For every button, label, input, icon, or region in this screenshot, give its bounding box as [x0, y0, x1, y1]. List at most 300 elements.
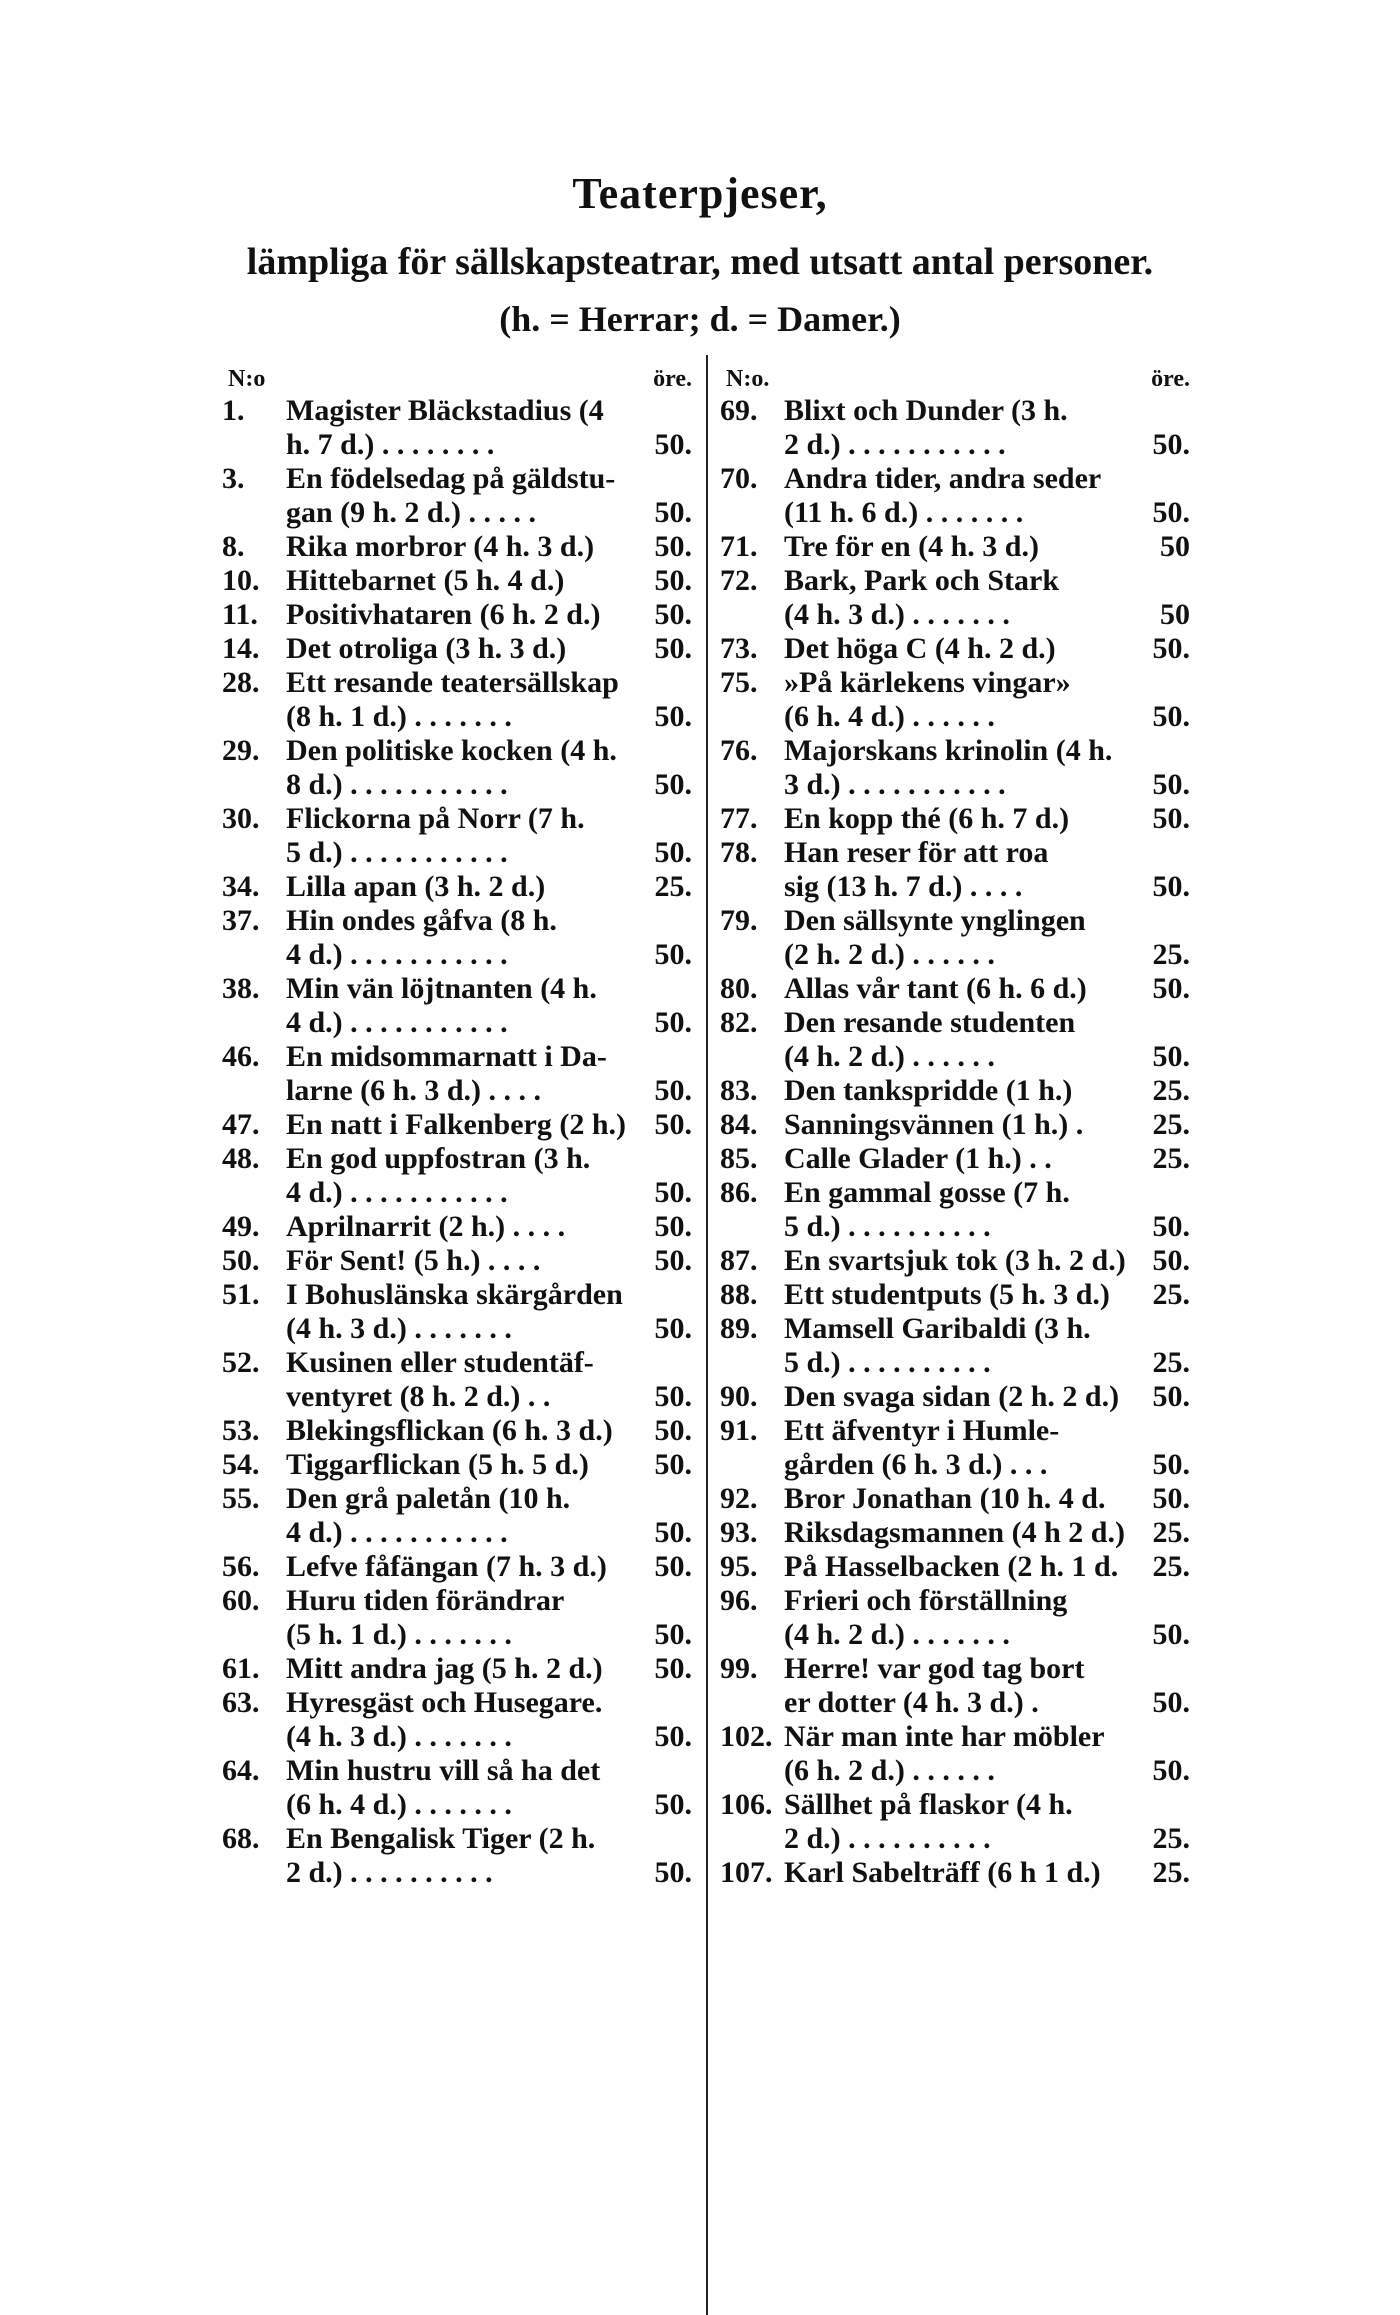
entry-title-text: Den grå paletån (10 h. — [286, 1482, 571, 1515]
entry-price: 50. — [649, 1720, 693, 1754]
entry-number: 85. — [720, 1142, 758, 1175]
catalog-entry — [720, 1652, 1190, 1720]
entry-line — [222, 904, 692, 938]
entry-number: 60. — [222, 1584, 260, 1617]
entry-title-text: Tiggarflickan (5 h. 5 d.) — [286, 1448, 589, 1481]
entry-price: 50. — [649, 1652, 693, 1686]
catalog-entry — [222, 1482, 692, 1550]
entry-line — [720, 428, 1190, 462]
catalog-entry — [222, 632, 692, 666]
column-divider — [706, 355, 708, 2315]
entry-number: 93. — [720, 1516, 758, 1549]
catalog-entry — [720, 1312, 1190, 1380]
entry-title-text: (4 h. 3 d.) . . . . . . . — [286, 1720, 512, 1753]
entry-number: 78. — [720, 836, 758, 869]
entry-number: 8. — [222, 530, 245, 563]
entry-price: 50. — [649, 1856, 693, 1890]
entry-line — [222, 1482, 692, 1516]
entry-line — [222, 1346, 692, 1380]
catalog-entry — [222, 394, 692, 462]
entry-title-text: Sanningsvännen (1 h.) . — [784, 1108, 1084, 1141]
entry-title-text: Positivhataren (6 h. 2 d.) — [286, 598, 601, 631]
entry-title-text: Min vän löjtnanten (4 h. — [286, 972, 597, 1005]
catalog-entry — [222, 666, 692, 734]
entry-title-text: Ett äfventyr i Humle- — [784, 1414, 1060, 1447]
entry-line — [222, 1142, 692, 1176]
entry-price: 50. — [649, 1550, 693, 1584]
entry-line — [720, 1040, 1190, 1074]
entry-line — [720, 1346, 1190, 1380]
entry-title-text: Flickorna på Norr (7 h. — [286, 802, 585, 835]
entry-price: 50. — [1147, 802, 1191, 836]
catalog-entries — [222, 394, 692, 1890]
entry-number: 46. — [222, 1040, 260, 1073]
entry-line — [222, 1414, 692, 1448]
entry-line — [720, 1720, 1190, 1754]
entry-title-text: 5 d.) . . . . . . . . . . — [784, 1346, 991, 1379]
entry-line — [720, 1584, 1190, 1618]
entry-title-text: Calle Glader (1 h.) . . — [784, 1142, 1052, 1175]
entry-line — [222, 1006, 692, 1040]
column-header — [222, 360, 692, 394]
entry-line — [222, 1720, 692, 1754]
entry-line — [222, 1550, 692, 1584]
entry-title-text: Den tankspridde (1 h.) — [784, 1074, 1073, 1107]
catalog-entry — [222, 462, 692, 530]
number-header: N:o — [228, 366, 266, 392]
entry-title-text: 8 d.) . . . . . . . . . . . — [286, 768, 508, 801]
entry-line — [720, 1006, 1190, 1040]
page-title: Teaterpjeser, — [572, 169, 828, 218]
entry-title-text: Huru tiden förändrar — [286, 1584, 565, 1617]
entry-line — [720, 1244, 1190, 1278]
entry-title-text: (4 h. 2 d.) . . . . . . — [784, 1040, 995, 1073]
price-header: öre. — [653, 366, 692, 392]
catalog-entry — [222, 1210, 692, 1244]
entry-price: 50. — [649, 836, 693, 870]
entry-price: 50. — [649, 1788, 693, 1822]
entry-price: 50. — [1147, 1380, 1191, 1414]
entry-line — [720, 1822, 1190, 1856]
entry-price: 50. — [1147, 768, 1191, 802]
catalog-entry — [720, 564, 1190, 632]
entry-title-text: 4 d.) . . . . . . . . . . . — [286, 938, 508, 971]
entry-price: 25. — [1147, 1142, 1191, 1176]
entry-price: 50 — [1154, 530, 1190, 564]
catalog-entry — [222, 1754, 692, 1822]
entry-title-text: (6 h. 4 d.) . . . . . . . — [286, 1788, 512, 1821]
catalog-entry — [222, 1584, 692, 1652]
price-header: öre. — [1151, 366, 1190, 392]
entry-number: 88. — [720, 1278, 758, 1311]
entry-price: 50. — [1147, 1482, 1191, 1516]
entry-number: 38. — [222, 972, 260, 1005]
entry-number: 96. — [720, 1584, 758, 1617]
entry-number: 48. — [222, 1142, 260, 1175]
entry-price: 25. — [1147, 1516, 1191, 1550]
catalog-entry — [222, 1822, 692, 1890]
entry-title-text: Mitt andra jag (5 h. 2 d.) — [286, 1652, 603, 1685]
entry-line — [720, 734, 1190, 768]
entry-title-text: Frieri och förställning — [784, 1584, 1068, 1617]
entry-title-text: (4 h. 3 d.) . . . . . . . — [286, 1312, 512, 1345]
entry-number: 54. — [222, 1448, 260, 1481]
number-header: N:o. — [726, 366, 770, 392]
entry-title-text: Mamsell Garibaldi (3 h. — [784, 1312, 1091, 1345]
entry-line — [720, 802, 1190, 836]
entry-title-text: Majorskans krinolin (4 h. — [784, 734, 1113, 767]
catalog-entry — [720, 802, 1190, 836]
entry-line — [222, 1788, 692, 1822]
page-subtitle: lämpliga för sällskapsteatrar, med utsatt antal personer. — [246, 241, 1154, 283]
entry-price: 25. — [1147, 938, 1191, 972]
catalog-entries — [720, 394, 1190, 1890]
entry-price: 50. — [1147, 1754, 1191, 1788]
entry-line — [720, 1210, 1190, 1244]
entry-line — [720, 1448, 1190, 1482]
entry-line — [222, 1244, 692, 1278]
entry-number: 37. — [222, 904, 260, 937]
entry-title-text: »På kärlekens vingar» — [784, 666, 1071, 699]
catalog-entry — [720, 1414, 1190, 1482]
catalog-entry — [222, 972, 692, 1040]
entry-line — [720, 564, 1190, 598]
entry-number: 79. — [720, 904, 758, 937]
catalog-entry — [222, 1108, 692, 1142]
entry-title-text: Tre för en (4 h. 3 d.) — [784, 530, 1039, 563]
entry-number: 70. — [720, 462, 758, 495]
entry-title-text: larne (6 h. 3 d.) . . . . — [286, 1074, 541, 1107]
entry-title-text: Blixt och Dunder (3 h. — [784, 394, 1068, 427]
entry-title-text: En gammal gosse (7 h. — [784, 1176, 1070, 1209]
entry-title-text: Det otroliga (3 h. 3 d.) — [286, 632, 567, 665]
entry-line — [222, 870, 692, 904]
entry-number: 68. — [222, 1822, 260, 1855]
entry-title-text: 2 d.) . . . . . . . . . . — [784, 1822, 991, 1855]
catalog-entry — [720, 1074, 1190, 1108]
entry-line — [222, 1856, 692, 1890]
entry-number: 69. — [720, 394, 758, 427]
entry-line — [720, 1312, 1190, 1346]
catalog-entry — [720, 1584, 1190, 1652]
entry-title-text: ventyret (8 h. 2 d.) . . — [286, 1380, 551, 1413]
entry-price: 50. — [649, 1448, 693, 1482]
entry-line — [222, 666, 692, 700]
entry-line — [720, 1108, 1190, 1142]
entry-title-text: Den resande studenten — [784, 1006, 1076, 1039]
entry-price: 50. — [1147, 1686, 1191, 1720]
catalog-entry — [720, 836, 1190, 904]
entry-line — [222, 1108, 692, 1142]
entry-title-text: Han reser för att roa — [784, 836, 1049, 869]
entry-price: 50 — [1154, 598, 1190, 632]
entry-title-text: Bror Jonathan (10 h. 4 d. — [784, 1482, 1106, 1515]
entry-line — [222, 938, 692, 972]
entry-price: 50. — [1147, 1244, 1191, 1278]
entry-price: 50. — [1147, 1210, 1191, 1244]
entry-price: 50. — [649, 1108, 693, 1142]
entry-number: 30. — [222, 802, 260, 835]
entry-price: 25. — [1147, 1108, 1191, 1142]
entry-title-text: 5 d.) . . . . . . . . . . — [784, 1210, 991, 1243]
entry-number: 71. — [720, 530, 758, 563]
entry-line — [222, 700, 692, 734]
entry-price: 50. — [649, 768, 693, 802]
entry-price: 50. — [649, 1618, 693, 1652]
entry-line — [720, 1618, 1190, 1652]
catalog-entry — [720, 666, 1190, 734]
entry-line — [720, 1516, 1190, 1550]
entry-title-text: Allas vår tant (6 h. 6 d.) — [784, 972, 1087, 1005]
entry-title-text: Rika morbror (4 h. 3 d.) — [286, 530, 595, 563]
entry-price: 50. — [1147, 428, 1191, 462]
entry-title-text: En födelsedag på gäldstu- — [286, 462, 616, 495]
catalog-entry — [720, 1516, 1190, 1550]
entry-number: 99. — [720, 1652, 758, 1685]
entry-title-text: er dotter (4 h. 3 d.) . — [784, 1686, 1039, 1719]
entry-title-text: h. 7 d.) . . . . . . . . — [286, 428, 495, 461]
entry-line — [222, 1448, 692, 1482]
entry-number: 51. — [222, 1278, 260, 1311]
catalog-entry — [222, 1040, 692, 1108]
catalog-entry — [222, 802, 692, 870]
entry-number: 95. — [720, 1550, 758, 1583]
entry-number: 55. — [222, 1482, 260, 1515]
entry-price: 50. — [1147, 1448, 1191, 1482]
catalog-entry — [720, 1550, 1190, 1584]
entry-number: 11. — [222, 598, 258, 631]
entry-line — [720, 632, 1190, 666]
entry-line — [222, 462, 692, 496]
entry-line — [222, 598, 692, 632]
entry-line — [720, 530, 1190, 564]
entry-number: 87. — [720, 1244, 758, 1277]
entry-number: 84. — [720, 1108, 758, 1141]
entry-line — [222, 1176, 692, 1210]
entry-title-text: (2 h. 2 d.) . . . . . . — [784, 938, 995, 971]
entry-line — [720, 1176, 1190, 1210]
entry-number: 106. — [720, 1788, 773, 1821]
entry-line — [720, 972, 1190, 1006]
catalog-entry — [720, 394, 1190, 462]
entry-line — [720, 1686, 1190, 1720]
entry-number: 10. — [222, 564, 260, 597]
entry-price: 50. — [1147, 632, 1191, 666]
entry-line — [222, 1584, 692, 1618]
entry-number: 91. — [720, 1414, 758, 1447]
entry-title-text: Den sällsynte ynglingen — [784, 904, 1086, 937]
catalog-entry — [720, 530, 1190, 564]
entry-line — [720, 1278, 1190, 1312]
entry-line — [222, 972, 692, 1006]
entry-title-text: 4 d.) . . . . . . . . . . . — [286, 1176, 508, 1209]
entry-title-text: På Hasselbacken (2 h. 1 d. — [784, 1550, 1119, 1583]
catalog-entry — [720, 1142, 1190, 1176]
entry-line — [720, 904, 1190, 938]
entry-number: 76. — [720, 734, 758, 767]
catalog-entry — [720, 1856, 1190, 1890]
entry-title-text: Andra tider, andra seder — [784, 462, 1102, 495]
entry-line — [222, 496, 692, 530]
catalog-entry — [720, 1244, 1190, 1278]
entry-number: 53. — [222, 1414, 260, 1447]
entry-price: 50. — [649, 428, 693, 462]
entry-price: 50. — [649, 632, 693, 666]
entry-line — [720, 1788, 1190, 1822]
entry-price: 50. — [1147, 1040, 1191, 1074]
entry-price: 50. — [649, 1074, 693, 1108]
catalog-column-left — [222, 360, 692, 1890]
column-header — [720, 360, 1190, 394]
entry-line — [720, 496, 1190, 530]
entry-title-text: Lilla apan (3 h. 2 d.) — [286, 870, 546, 903]
entry-number: 56. — [222, 1550, 260, 1583]
entry-line — [222, 1516, 692, 1550]
entry-line — [222, 564, 692, 598]
entry-line — [222, 428, 692, 462]
entry-title-text: 2 d.) . . . . . . . . . . — [286, 1856, 493, 1889]
entry-number: 64. — [222, 1754, 260, 1787]
entry-price: 50. — [649, 1516, 693, 1550]
entry-title-text: (4 h. 3 d.) . . . . . . . — [784, 598, 1010, 631]
entry-title-text: Lefve fåfängan (7 h. 3 d.) — [286, 1550, 607, 1583]
entry-number: 89. — [720, 1312, 758, 1345]
entry-line — [720, 666, 1190, 700]
catalog-entry — [720, 1108, 1190, 1142]
catalog-entry — [720, 734, 1190, 802]
entry-line — [222, 394, 692, 428]
entry-title-text: Sällhet på flaskor (4 h. — [784, 1788, 1073, 1821]
entry-line — [222, 1210, 692, 1244]
entry-number: 63. — [222, 1686, 260, 1719]
entry-title-text: (5 h. 1 d.) . . . . . . . — [286, 1618, 512, 1651]
entry-line — [720, 1550, 1190, 1584]
entry-number: 107. — [720, 1856, 773, 1889]
catalog-entry — [222, 1414, 692, 1448]
entry-title-text: För Sent! (5 h.) . . . . — [286, 1244, 541, 1277]
entry-title-text: 3 d.) . . . . . . . . . . . — [784, 768, 1006, 801]
entry-price: 50. — [649, 1414, 693, 1448]
catalog-entry — [222, 564, 692, 598]
entry-line — [720, 1652, 1190, 1686]
entry-title-text: gården (6 h. 3 d.) . . . — [784, 1448, 1048, 1481]
entry-title-text: När man inte har möbler — [784, 1720, 1105, 1753]
entry-title-text: Hittebarnet (5 h. 4 d.) — [286, 564, 565, 597]
entry-title-text: Riksdagsmannen (4 h 2 d.) — [784, 1516, 1125, 1549]
entry-line — [222, 1618, 692, 1652]
entry-title-text: (6 h. 4 d.) . . . . . . — [784, 700, 995, 733]
entry-price: 50. — [1147, 972, 1191, 1006]
entry-number: 80. — [720, 972, 758, 1005]
entry-title-text: 4 d.) . . . . . . . . . . . — [286, 1516, 508, 1549]
entry-title-text: Hin ondes gåfva (8 h. — [286, 904, 557, 937]
entry-number: 34. — [222, 870, 260, 903]
entry-line — [222, 1312, 692, 1346]
entry-title-text: Ett resande teatersällskap — [286, 666, 619, 699]
entry-line — [222, 1686, 692, 1720]
entry-price: 50. — [649, 598, 693, 632]
catalog-entry — [222, 1652, 692, 1686]
entry-number: 75. — [720, 666, 758, 699]
entry-price: 25. — [649, 870, 693, 904]
catalog-entry — [222, 904, 692, 972]
entry-number: 77. — [720, 802, 758, 835]
entry-line — [222, 1380, 692, 1414]
entry-price: 25. — [1147, 1550, 1191, 1584]
entry-price: 25. — [1147, 1822, 1191, 1856]
entry-line — [222, 1652, 692, 1686]
entry-number: 28. — [222, 666, 260, 699]
entry-title-text: Karl Sabelträff (6 h 1 d.) — [784, 1856, 1101, 1889]
entry-title-text: Den svaga sidan (2 h. 2 d.) — [784, 1380, 1120, 1413]
entry-line — [720, 700, 1190, 734]
entry-number: 14. — [222, 632, 260, 665]
entry-price: 25. — [1147, 1278, 1191, 1312]
catalog-entry — [222, 1448, 692, 1482]
entry-number: 1. — [222, 394, 245, 427]
catalog-entry — [720, 1788, 1190, 1856]
entry-title-text: Det höga C (4 h. 2 d.) — [784, 632, 1056, 665]
entry-number: 61. — [222, 1652, 260, 1685]
catalog-entry — [720, 462, 1190, 530]
entry-line — [222, 1278, 692, 1312]
catalog-entry — [222, 1346, 692, 1414]
entry-price: 50. — [1147, 870, 1191, 904]
catalog-entry — [720, 1380, 1190, 1414]
entry-line — [720, 836, 1190, 870]
entry-title-text: Blekingsflickan (6 h. 3 d.) — [286, 1414, 613, 1447]
entry-line — [720, 938, 1190, 972]
catalog-entry — [222, 530, 692, 564]
entry-line — [222, 530, 692, 564]
entry-price: 25. — [1147, 1074, 1191, 1108]
entry-line — [222, 632, 692, 666]
entry-title-text: Herre! var god tag bort — [784, 1652, 1085, 1685]
entry-price: 50. — [649, 564, 693, 598]
catalog-entry — [720, 1720, 1190, 1788]
entry-line — [720, 1380, 1190, 1414]
entry-number: 29. — [222, 734, 260, 767]
catalog-entry — [222, 598, 692, 632]
catalog-entry — [222, 734, 692, 802]
entry-title-text: I Bohuslänska skärgården — [286, 1278, 623, 1311]
entry-title-text: (6 h. 2 d.) . . . . . . — [784, 1754, 995, 1787]
entry-line — [222, 1754, 692, 1788]
catalog-entry — [720, 1176, 1190, 1244]
entry-price: 50. — [1147, 700, 1191, 734]
catalog-entry — [720, 904, 1190, 972]
entry-number: 72. — [720, 564, 758, 597]
entry-title-text: Min hustru vill så ha det — [286, 1754, 601, 1787]
abbreviation-legend: (h. = Herrar; d. = Damer.) — [499, 299, 901, 339]
entry-price: 50. — [649, 1380, 693, 1414]
entry-line — [222, 1822, 692, 1856]
entry-line — [222, 836, 692, 870]
entry-line — [720, 1414, 1190, 1448]
entry-line — [720, 768, 1190, 802]
entry-title-text: Bark, Park och Stark — [784, 564, 1060, 597]
entry-price: 50. — [1147, 1618, 1191, 1652]
entry-number: 49. — [222, 1210, 260, 1243]
entry-line — [720, 1482, 1190, 1516]
entry-price: 50. — [1147, 496, 1191, 530]
entry-line — [720, 598, 1190, 632]
entry-line — [720, 870, 1190, 904]
entry-number: 92. — [720, 1482, 758, 1515]
entry-title-text: Magister Bläckstadius (4 — [286, 394, 604, 427]
entry-title-text: En midsommarnatt i Da- — [286, 1040, 607, 1073]
entry-line — [720, 394, 1190, 428]
